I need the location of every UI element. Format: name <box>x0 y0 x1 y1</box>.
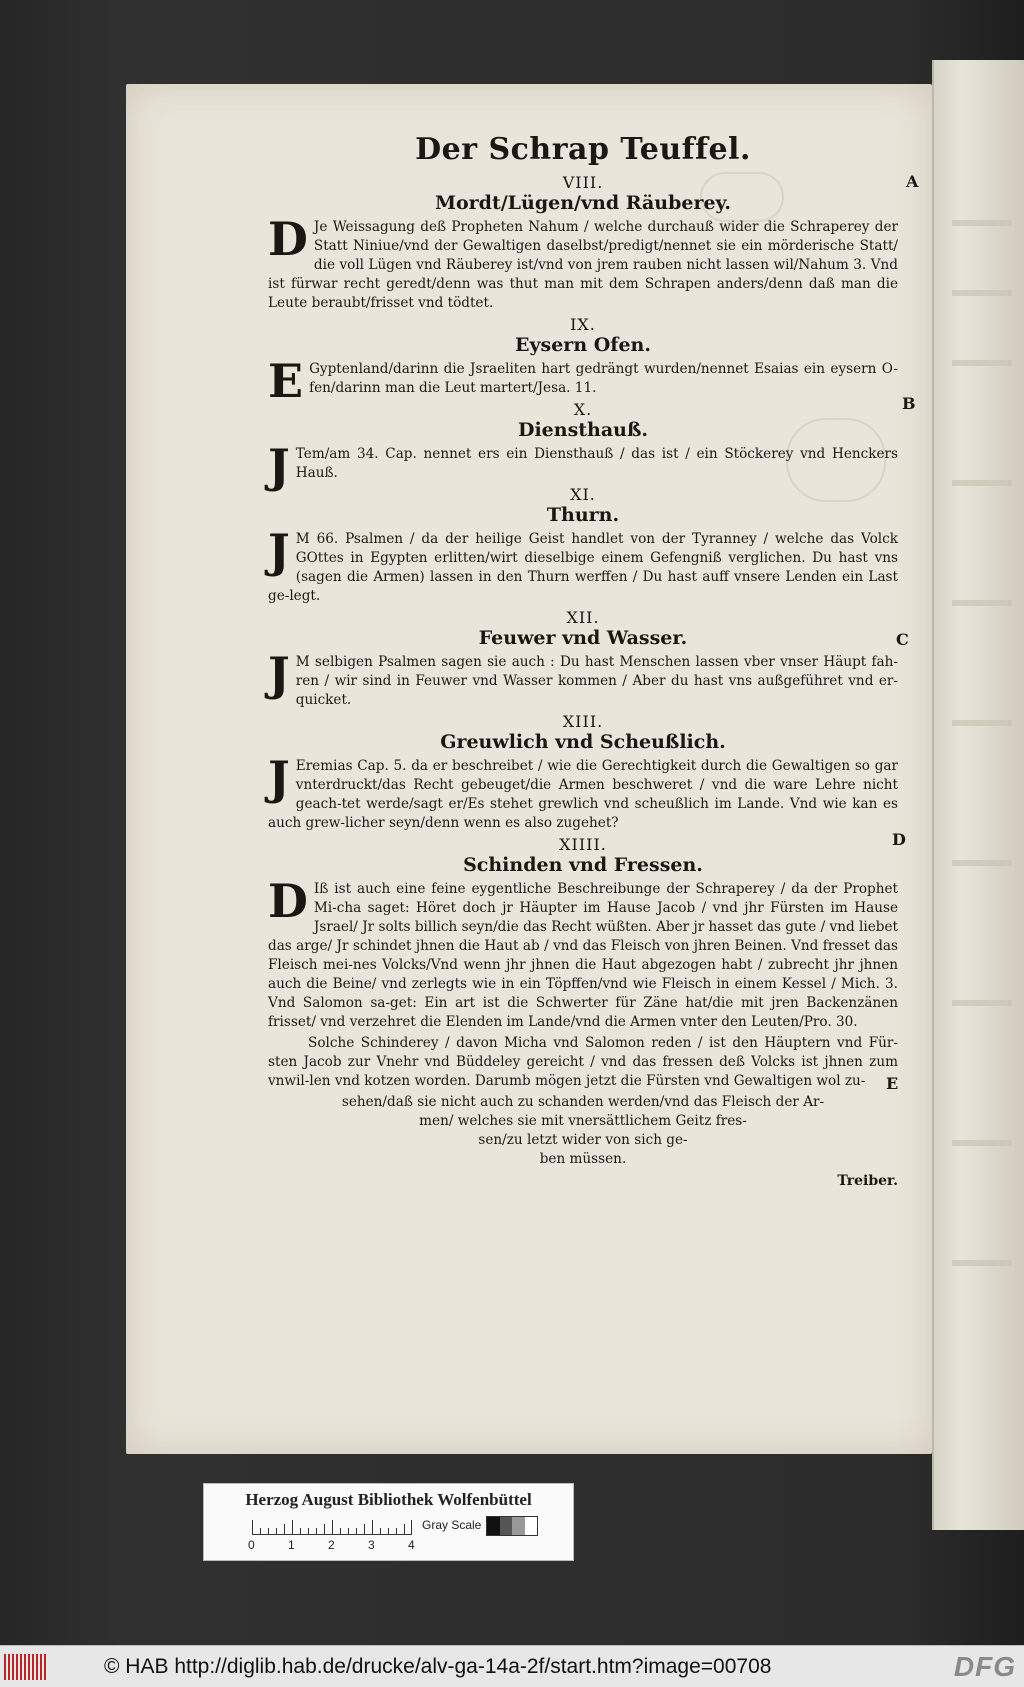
section-paragraph: E Gyptenland/darinn die Jsraeliten hart gedrängt wurden/nennet Esaias ein eysern O-fen/darinn man die Leut martert/Jesa. 11. <box>268 354 898 408</box>
drop-cap: J <box>268 751 290 805</box>
section-paragraph: D Je Weissagung deß Propheten Nahum / welche durchauß wider die Schraperey der Statt Niniue/vnd der Gewaltigen daselbst/predigt/nennet sie ein mörderische Statt/ die voll Lügen vnd Räuberey ist/vnd von jrem rauben nicht lassen wil/Nahum 3. Vnd ist fürwar recht geredt/denn was thut man mit dem Schrapen anders/denn daß man die Leute beraubt/frisset vnd tödtet. <box>268 212 898 311</box>
catchword: Treiber. <box>837 1173 898 1189</box>
section-title: Schinden vnd Fressen. <box>463 854 703 876</box>
section-number: XI. <box>570 485 596 504</box>
drop-cap: J <box>268 524 290 578</box>
drop-cap: E <box>268 354 304 408</box>
page-text <box>268 132 898 1189</box>
drop-cap: D <box>268 874 308 928</box>
section-paragraph: J M selbigen Psalmen sagen sie auch : Du hast Menschen lassen vber vnser Häupt fah-ren / wir sind in Feuwer vnd Wasser kommen / Aber du hast vns außgeführet vnd er-quicket. <box>268 647 898 708</box>
section-paragraph: D Iß ist auch eine feine eygentliche Beschreibunge der Schraperey / da der Prophet Mi-cha saget: Höret doch jr Häupter im Hause Jacob / vnd jhr Fürsten im Hause Jsrael/ Jr solts billich seyn/die das Recht wüßten. Aber jr hasset das gute / vnd liebet das arge/ Jr schindet jhnen die Haut ab / vnd das Fleisch von jhren Beinen. Vnd fresset das Fleisch mei-nes Volcks/Vnd wenn jhr jhnen die Haut abgezogen habt / zubrecht jhr jhnen auch die Beine/ vnd zerlegts wie in ein Töpffen/vnd wie Fleisch in einem Kessel / Mich. 3. Vnd Salomon sa-get: Ein art ist die Schwerter für Zäne hat/die mit jren Backenzänen frisset/ vnd verzehret die Elenden im Lande/vnd die Armen vnter den Leuten/Pro. 30. <box>268 874 898 1030</box>
section-number: XIII. <box>562 712 604 731</box>
adjacent-page-edge <box>932 60 1024 1530</box>
library-color-chart: Herzog August Bibliothek Wolfenbüttel 0 1 2 3 4 Gray Scale <box>203 1483 574 1561</box>
tapered-line: men/ welches sie mit vnersättlichem Geitz fres- <box>419 1113 747 1129</box>
copyright-url[interactable]: © HAB http://diglib.hab.de/drucke/alv-ga-14a-2f/start.htm?image=00708 <box>104 1655 772 1678</box>
section-number: IX. <box>570 315 596 334</box>
section-number: XII. <box>566 608 600 627</box>
margin-letter: D <box>892 830 906 849</box>
drop-cap: D <box>268 212 308 266</box>
section-title: Diensthauß. <box>517 419 649 441</box>
section-title: Thurn. <box>546 504 620 526</box>
dfg-logo: DFG <box>953 1651 1016 1682</box>
tapered-line: ben müssen. <box>539 1151 627 1167</box>
section-paragraph: J Tem/am 34. Cap. nennet ers ein Diensthauß / das ist / ein Stöckerey vnd Henckers Hauß. <box>268 439 898 493</box>
section-paragraph: J M 66. Psalmen / da der heilige Geist handlet von der Tyranney / welche das Volck GOttes in Egypten erlitten/wirt dieselbige einem Gefengniß verglichen. Du hast vns (sagen die Armen) lassen in den Thurn werffen / Du hast auff vnsere Lenden ein Last ge-legt. <box>268 524 898 604</box>
section-number: VIII. <box>562 173 604 192</box>
section-title: Greuwlich vnd Scheußlich. <box>440 731 726 753</box>
section-title: Eysern Ofen. <box>515 334 651 356</box>
margin-letter: E <box>886 1074 899 1093</box>
tapered-line: sen/zu letzt wider von sich ge- <box>478 1132 688 1148</box>
gray-scale-label: Gray Scale <box>422 1518 482 1532</box>
running-header: Der Schrap Teuffel. <box>415 132 751 167</box>
section-number: X. <box>573 400 593 419</box>
drop-cap: J <box>268 439 290 493</box>
tapered-line: sehen/daß sie nicht auch zu schanden werden/vnd das Fleisch der Ar- <box>341 1094 825 1110</box>
section-paragraph: J Eremias Cap. 5. da er beschreibet / wie die Gerechtigkeit durch die Gewaltigen so gar vnterdruckt/das Recht gebeuget/die Armen beschweret / vnd die ware Lehre nicht geach-tet werde/sagt er/Es stehet grewlich vnd scheußlich im Lande. Vnd wie kan es auch grew-licher seyn/denn wenn es also zugehet? <box>268 751 898 831</box>
margin-letter: A <box>906 172 919 191</box>
barcode-icon <box>4 1654 46 1680</box>
margin-letter: C <box>896 630 909 649</box>
section-title: Mordt/Lügen/vnd Räuberey. <box>434 192 732 214</box>
library-name: Herzog August Bibliothek Wolfenbüttel <box>245 1490 532 1509</box>
section-title: Feuwer vnd Wasser. <box>478 627 688 649</box>
measurement-ruler <box>252 1520 412 1535</box>
continuation-paragraph: Solche Schinderey / davon Micha vnd Salomon reden / ist den Häuptern vnd Für-sten Jacob zur Vnehr vnd Büddeley gereicht / vnd das fressen deß Volcks ist jhnen zum vnwil-len vnd kotzen worden. Darumb mögen jetzt die Fürsten vnd Gewaltigen wol zu- <box>268 1035 898 1089</box>
gray-scale-swatch <box>486 1516 538 1536</box>
margin-letter: B <box>902 394 916 413</box>
section-number: XIIII. <box>559 835 607 854</box>
viewer-footer <box>0 1645 1024 1687</box>
drop-cap: J <box>268 647 290 701</box>
